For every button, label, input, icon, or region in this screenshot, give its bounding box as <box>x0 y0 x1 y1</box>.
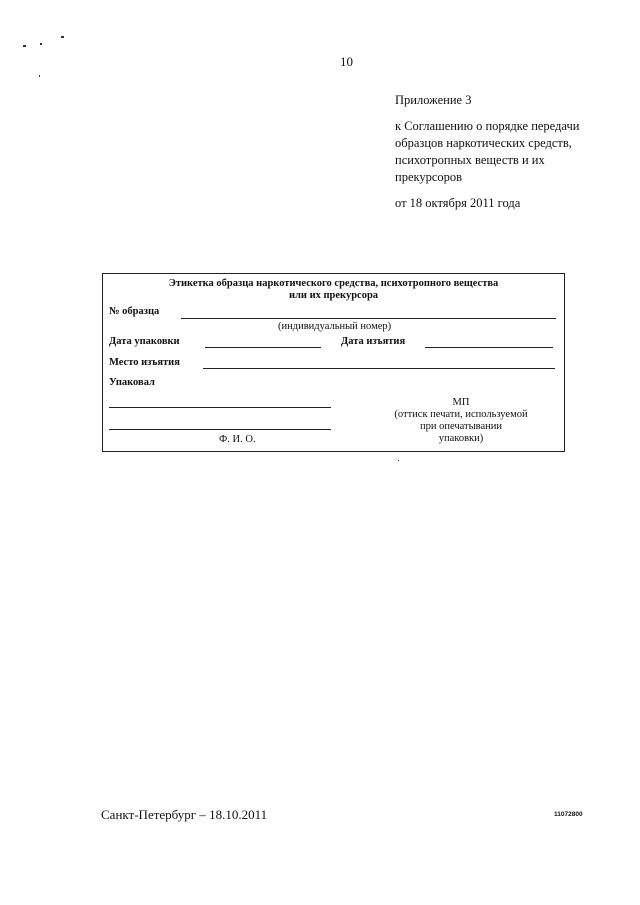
appendix-header <box>395 92 605 212</box>
appendix-line: к Соглашению о порядке передачи <box>395 119 580 133</box>
footer-city-date: Санкт-Петербург – 18.10.2011 <box>101 807 268 822</box>
packed-by-label: Упаковал <box>109 377 155 388</box>
stamp-title: МП <box>452 397 470 408</box>
appendix-line: прекурсоров <box>395 170 463 184</box>
fio-label: Ф. И. О. <box>219 434 256 445</box>
label-title-line: Этикетка образца наркотического средства, психотропного вещества <box>168 278 499 289</box>
packed-by-name-field[interactable] <box>109 429 331 430</box>
appendix-line: психотропных веществ и их <box>395 153 545 167</box>
stamp-note: (оттиск печати, используемой <box>394 409 528 420</box>
scan-speck <box>39 75 40 77</box>
sample-number-label: № образца <box>109 306 160 317</box>
stamp-area <box>361 397 561 445</box>
sample-label-form <box>102 273 565 452</box>
packing-date-label: Дата упаковки <box>109 336 180 347</box>
packed-by-signature-field[interactable] <box>109 407 331 408</box>
label-title <box>103 278 564 302</box>
appendix-date: от 18 октября 2011 года <box>395 196 521 210</box>
scan-speck <box>23 45 26 47</box>
footer-doc-code: 11072800 <box>554 811 583 818</box>
packing-date-field[interactable] <box>205 347 321 348</box>
seizure-date-label: Дата изъятия <box>341 336 406 347</box>
scan-speck <box>398 460 399 461</box>
seizure-place-label: Место изъятия <box>109 357 180 368</box>
seizure-place-field[interactable] <box>203 368 555 369</box>
stamp-note: упаковки) <box>438 433 484 444</box>
page-number: 10 <box>340 54 353 69</box>
scan-speck <box>40 43 42 45</box>
label-title-line: или их прекурсора <box>288 290 379 301</box>
individual-number-hint: (индивидуальный номер) <box>278 321 392 332</box>
sample-number-field[interactable] <box>181 318 556 319</box>
appendix-title: Приложение 3 <box>395 93 472 107</box>
seizure-date-field[interactable] <box>425 347 553 348</box>
appendix-line: образцов наркотических средств, <box>395 136 572 150</box>
scan-speck <box>61 36 64 38</box>
stamp-note: при опечатывании <box>419 421 503 432</box>
